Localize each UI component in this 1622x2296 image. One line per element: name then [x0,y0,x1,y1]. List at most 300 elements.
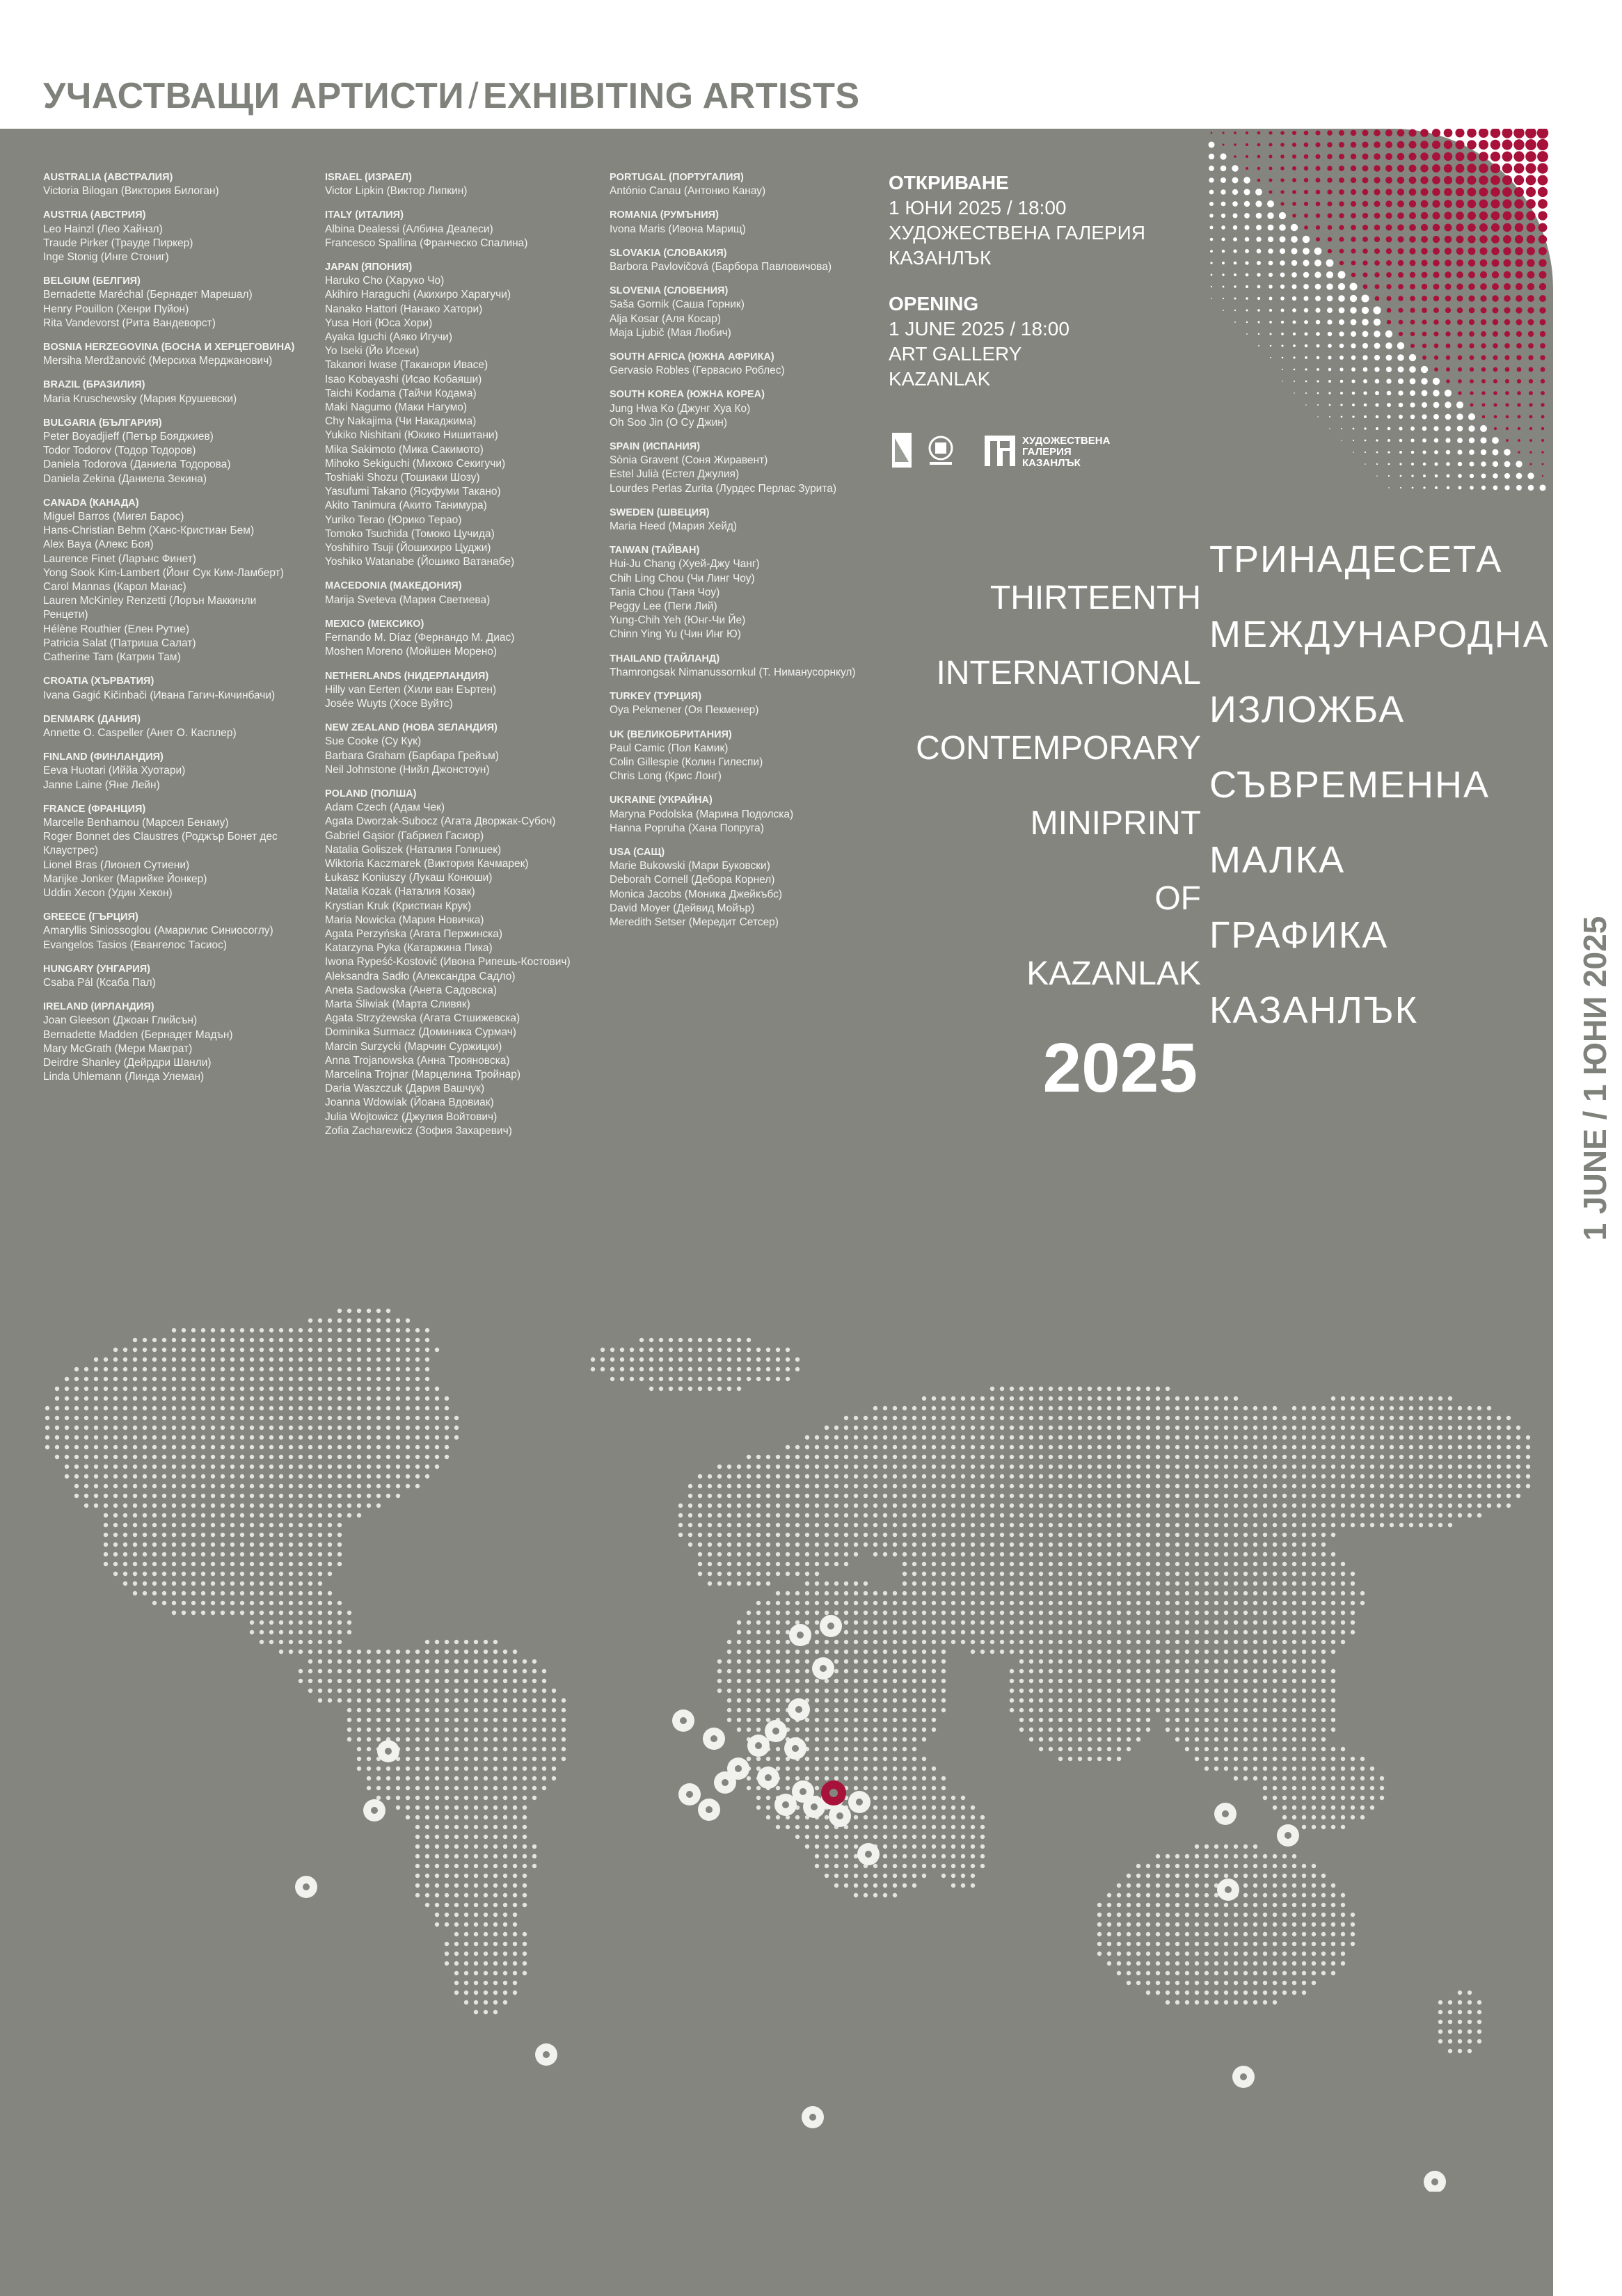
map-dot [532,1659,536,1664]
map-dot [1234,1757,1238,1761]
map-dot [328,1416,332,1420]
map-dot [932,1591,936,1595]
map-dot [727,1581,731,1586]
map-dot [1166,1640,1170,1644]
halftone-dot [1422,438,1426,443]
map-dot [1088,1426,1092,1430]
map-dot [1097,1406,1102,1410]
halftone-dot [1503,223,1511,232]
map-dot [1224,1640,1228,1644]
map-dot [152,1601,157,1605]
map-dot [1263,1611,1267,1615]
map-dot [376,1357,381,1362]
map-dot [1273,1630,1277,1634]
halftone-dot [1421,236,1428,243]
map-dot [864,1689,868,1693]
map-dot [435,1737,439,1741]
artist-name: Alex Baya (Алекс Боя) [43,539,154,551]
halftone-dot [1479,152,1488,161]
map-dot [903,1513,907,1517]
map-dot [756,1484,761,1488]
map-dot [1204,1484,1209,1488]
map-dot [1282,1737,1287,1741]
map-dot [815,1435,819,1440]
map-dot [1010,1416,1014,1420]
map-dot [1049,1416,1053,1420]
halftone-dot [1470,367,1474,372]
map-dot [737,1465,741,1469]
map-dot [1097,1396,1102,1401]
map-dot [133,1455,137,1459]
map-dot [854,1728,858,1732]
map-dot [182,1416,186,1420]
halftone-dot [1234,143,1237,146]
map-dot [912,1484,916,1488]
map-dot [1302,1679,1306,1683]
artist-name: Marcelle Benhamou (Марсел Бенаму) [43,816,229,829]
map-dot [688,1513,692,1517]
map-dot [1019,1406,1024,1410]
map-dot [873,1416,877,1420]
map-dot [659,1367,663,1371]
artist-name: Joan Gleeson (Джоан Глийсън) [43,1014,198,1027]
map-dot [941,1396,946,1401]
map-dot [1097,1426,1102,1430]
map-dot [1127,1552,1131,1556]
map-dot [133,1513,137,1517]
halftone-dot [1444,152,1452,161]
map-dot [230,1484,234,1488]
map-dot [1175,1426,1179,1430]
map-dot [289,1533,293,1537]
map-dot [854,1445,858,1449]
map-dot [396,1465,400,1469]
map-dot [65,1474,69,1478]
map-dot [912,1630,916,1634]
map-dot [1127,1620,1131,1625]
artist-name: Leo Hainzl (Лео Хайнзл) [43,223,163,235]
map-dot [289,1445,293,1449]
map-dot [357,1416,361,1420]
map-dot [834,1513,838,1517]
map-dot [1039,1465,1043,1469]
map-dot [152,1562,157,1566]
map-dot [844,1445,848,1449]
map-dot [1127,1474,1131,1478]
map-dot [1195,1465,1199,1469]
map-dot [1156,1465,1160,1469]
map-dot [191,1523,196,1527]
map-dot [1312,1698,1316,1703]
map-dot [1107,1679,1111,1683]
title-bg-line-4: СЪВРЕМЕННА [1209,764,1490,806]
halftone-dot [1304,190,1308,194]
map-dot [698,1552,702,1556]
map-dot [425,1767,429,1771]
map-dot [1351,1513,1355,1517]
country-group [43,340,321,368]
map-dot [1263,1767,1267,1771]
map-dot [1107,1737,1111,1741]
map-dot [1156,1494,1160,1498]
map-dot [1068,1728,1072,1732]
halftone-dot [1541,403,1544,406]
map-dot [912,1611,916,1615]
map-dot [1039,1640,1043,1644]
map-dot [337,1630,342,1634]
map-dot [1273,1406,1277,1410]
artist-name: Krystian Kruk (Кристиан Крук) [325,900,472,912]
map-dot [825,1533,829,1537]
halftone-dot [1445,236,1452,244]
map-dot [289,1416,293,1420]
map-dot [747,1630,751,1634]
map-dot [1273,1523,1277,1527]
halftone-dot [1409,212,1416,219]
map-dot [1000,1562,1004,1566]
map-dot [318,1406,322,1410]
map-dot [1302,1406,1306,1410]
map-dot [201,1348,205,1352]
map-dot [951,1474,955,1478]
halftone-dot [1304,131,1309,136]
map-dot [211,1513,215,1517]
map-dot [756,1455,761,1459]
map-dot [337,1357,342,1362]
map-dot [1341,1630,1345,1634]
map-dot [1468,1465,1472,1469]
halftone-dot [1339,225,1344,230]
map-dot [152,1474,157,1478]
halftone-dot [1257,143,1261,147]
map-dot [347,1348,351,1352]
map-dot [708,1542,712,1547]
map-dot [328,1533,332,1537]
map-dot [1429,1416,1433,1420]
map-dot [737,1367,741,1371]
map-dot [854,1708,858,1712]
map-dot [883,1728,887,1732]
map-dot [922,1445,926,1449]
map-dot [1146,1562,1150,1566]
halftone-dot [1328,237,1333,242]
map-dot [279,1484,283,1488]
map-dot [1146,1689,1150,1693]
map-dot [513,1737,517,1741]
map-dot [1282,1552,1287,1556]
map-dot [552,1698,556,1703]
map-dot [1292,1474,1296,1478]
map-dot [289,1396,293,1401]
map-dot [1146,1455,1150,1459]
map-dot [1292,1679,1296,1683]
map-dot [113,1455,118,1459]
map-dot [669,1377,673,1381]
map-dot [347,1484,351,1488]
map-dot [1341,1445,1345,1449]
map-dot [1312,1562,1316,1566]
artist-name: David Moyer (Дейвид Мойър) [610,902,755,914]
map-dot [367,1416,371,1420]
halftone-dot [1479,223,1488,232]
map-dot [55,1445,59,1449]
map-dot [1292,1698,1296,1703]
map-dot [893,1767,897,1771]
map-dot [1302,1416,1306,1420]
map-dot [172,1611,176,1615]
map-dot [435,1747,439,1751]
map-dot [1253,1679,1257,1683]
map-dot [386,1377,390,1381]
artist-name: Monica Jacobs (Моника Джейкъбс) [610,888,783,900]
map-dot [367,1465,371,1469]
map-dot [971,1465,975,1469]
map-dot [221,1562,225,1566]
map-dot [1204,1504,1209,1508]
map-dot [932,1679,936,1683]
map-dot [1019,1640,1024,1644]
map-dot [1331,1572,1335,1576]
map-dot [1117,1728,1121,1732]
map-dot [1273,1620,1277,1625]
halftone-dot [1353,428,1355,430]
map-dot [269,1338,273,1342]
map-dot [113,1387,118,1391]
map-dot [912,1445,916,1449]
map-dot [503,1728,507,1732]
side-date-text: 1 JUNE / 1 ЮНИ 2025 [1577,916,1613,1241]
halftone-dot [1398,296,1403,301]
map-dot [357,1406,361,1410]
map-dot [786,1718,790,1722]
artist-name: Lionel Bras (Лионел Сутиени) [43,859,190,871]
map-dot [912,1708,916,1712]
map-dot [766,1504,770,1508]
map-dot [542,1737,546,1741]
halftone-dot [1516,343,1522,349]
halftone-dot [1243,189,1250,195]
map-dot [1185,1601,1189,1605]
map-dot [649,1377,653,1381]
halftone-dot [1292,166,1296,170]
map-dot [1185,1737,1189,1741]
country-group [610,170,888,198]
map-dot [493,1737,498,1741]
map-dot [211,1455,215,1459]
map-dot [971,1630,975,1634]
map-dot [250,1357,254,1362]
map-dot [308,1611,312,1615]
map-dot [55,1416,59,1420]
map-dot [834,1767,838,1771]
map-dot [1341,1601,1345,1605]
map-dot [279,1474,283,1478]
map-dot [328,1552,332,1556]
map-dot [844,1737,848,1741]
halftone-dot [1388,427,1391,431]
map-dot [737,1513,741,1517]
map-dot [269,1601,273,1605]
map-dot [1195,1728,1199,1732]
map-dot [1429,1474,1433,1478]
halftone-dot [1210,238,1213,241]
map-dot [1078,1737,1082,1741]
map-dot [532,1767,536,1771]
map-dot [532,1728,536,1732]
map-dot [454,1757,459,1761]
map-dot [737,1659,741,1664]
map-dot [94,1416,98,1420]
map-dot [250,1581,254,1586]
map-dot [1097,1494,1102,1498]
map-dot [1497,1465,1501,1469]
map-dot [1331,1747,1335,1751]
map-dot [230,1387,234,1391]
map-dot [143,1572,147,1576]
map-dot [1195,1406,1199,1410]
map-dot [445,1455,449,1459]
map-dot [1253,1552,1257,1556]
halftone-dot [1328,344,1332,348]
map-dot [844,1523,848,1527]
map-dot [1224,1416,1228,1420]
halftone-dot [1340,392,1343,394]
map-dot [756,1718,761,1722]
map-dot [825,1504,829,1508]
map-dot [1136,1728,1140,1732]
map-dot [484,1728,488,1732]
map-dot [1487,1426,1491,1430]
map-dot [854,1504,858,1508]
halftone-dot [1468,235,1475,243]
map-dot [961,1630,965,1634]
halftone-dot [1470,379,1474,383]
halftone-dot [1351,177,1356,183]
map-dot [1068,1572,1072,1576]
map-dot [328,1542,332,1547]
halftone-dot [1493,449,1499,456]
map-dot [415,1698,420,1703]
map-dot [1399,1504,1404,1508]
halftone-dot [1539,295,1546,302]
map-dot [113,1367,118,1371]
map-dot [211,1348,215,1352]
artist-name: Marta Śliwiak (Марта Сливяк) [325,998,470,1010]
map-dot [172,1601,176,1605]
map-dot [854,1659,858,1664]
halftone-dot [1479,140,1488,150]
halftone-dot [1490,187,1500,196]
map-dot [299,1357,303,1362]
halftone-dot [1518,427,1520,430]
map-dot [425,1455,429,1459]
map-dot [971,1620,975,1625]
map-dot [299,1640,303,1644]
map-dot [1429,1523,1433,1527]
map-dot [1049,1669,1053,1673]
map-dot [1166,1728,1170,1732]
map-dot [854,1416,858,1420]
map-dot [1166,1630,1170,1634]
map-dot [961,1620,965,1625]
map-dot [1039,1484,1043,1488]
map-dot [503,1698,507,1703]
map-dot [1214,1640,1218,1644]
map-dot [240,1581,244,1586]
map-dot [1487,1474,1491,1478]
map-dot [84,1367,88,1371]
map-dot [1292,1484,1296,1488]
map-dot [221,1396,225,1401]
map-dot [406,1718,410,1722]
map-dot [532,1698,536,1703]
map-dot [1497,1504,1501,1508]
map-dot [367,1348,371,1352]
map-dot [474,1689,478,1693]
map-dot [425,1708,429,1712]
map-dot [1351,1465,1355,1469]
map-dot [308,1572,312,1576]
title-en-line-1: THIRTEENTH [989,580,1201,616]
map-dot [815,1728,819,1732]
map-dot [1214,1630,1218,1634]
map-dot [1049,1620,1053,1625]
map-dot [1243,1484,1248,1488]
halftone-dot [1386,225,1392,231]
map-dot [1263,1757,1267,1761]
halftone-dot [1527,472,1534,479]
map-dot [357,1698,361,1703]
halftone-dot [1527,259,1534,266]
halftone-dot [1490,129,1501,138]
map-dot [1419,1435,1423,1440]
map-dot [1146,1445,1150,1449]
map-dot [873,1513,877,1517]
map-dot [1088,1572,1092,1576]
map-dot [1292,1640,1296,1644]
map-dot [1321,1455,1326,1459]
map-dot [435,1728,439,1732]
map-dot [766,1669,770,1673]
map-dot [337,1659,342,1664]
map-dot [980,1494,985,1498]
map-dot [94,1387,98,1391]
map-dot [903,1659,907,1664]
map-dot [1243,1640,1248,1644]
map-dot [1068,1669,1072,1673]
map-dot [1010,1679,1014,1683]
map-dot [250,1474,254,1478]
map-dot [1010,1650,1014,1654]
map-dot [396,1377,400,1381]
map-dot [1302,1581,1306,1586]
map-dot [1224,1650,1228,1654]
halftone-dot [1516,485,1522,491]
map-dot [289,1387,293,1391]
map-dot [299,1679,303,1683]
map-dot [1078,1387,1082,1391]
halftone-dot [1291,260,1297,266]
halftone-dot [1541,427,1544,430]
halftone-dot [1292,296,1296,301]
map-dot [1146,1581,1150,1586]
map-dot [941,1406,946,1410]
map-dot [922,1504,926,1508]
artist-name: Deborah Cornell (Дебора Корнел) [610,874,775,886]
map-dot [1351,1484,1355,1488]
map-dot [464,1708,468,1712]
map-dot [1273,1679,1277,1683]
